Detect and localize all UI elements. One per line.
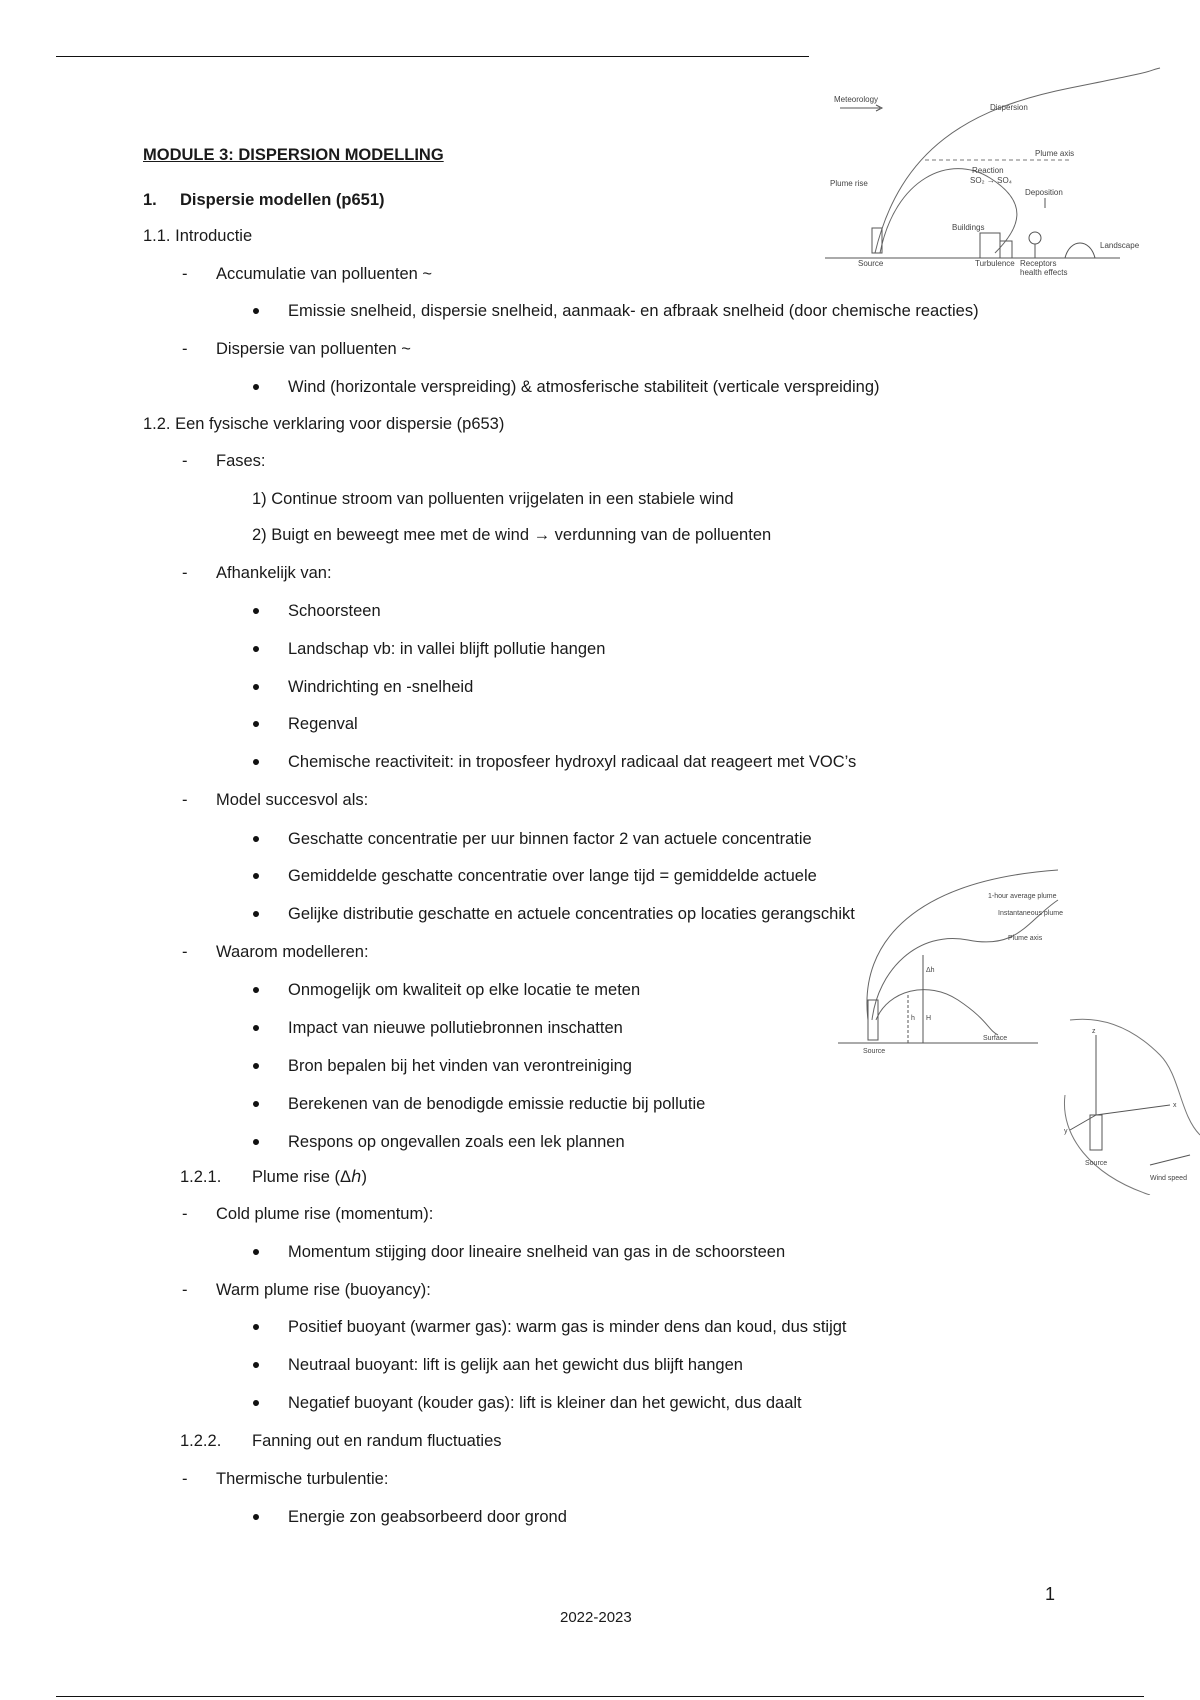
- page-number: 1: [1045, 1584, 1056, 1604]
- label-plume-axis: Plume axis: [1035, 149, 1075, 158]
- label-z: z: [1092, 1028, 1096, 1035]
- thermisch-bullet: Energie zon geabsorbeerd door grond: [288, 1508, 567, 1526]
- label-dispersion: Dispersion: [990, 103, 1028, 112]
- bullet: [253, 1063, 259, 1069]
- model-bullet: Gemiddelde geschatte concentratie over lange tijd = gemiddelde actuele: [288, 867, 817, 885]
- waarom-item: Waarom modelleren:: [216, 943, 369, 961]
- dispersie-item: Dispersie van polluenten ~: [216, 340, 411, 358]
- plume-geometry-diagram: [838, 860, 1078, 1060]
- waarom-bullet: Onmogelijk om kwaliteit op elke locatie te meten: [288, 981, 641, 999]
- label-wind-speed: Wind speed: [1150, 1175, 1187, 1182]
- dash-marker: -: [182, 1281, 188, 1299]
- fases-item: Fases:: [216, 452, 266, 470]
- label-y: y: [1064, 1128, 1068, 1135]
- label-mid-plume-axis: Plume axis: [1008, 935, 1043, 942]
- waarom-bullet: Berekenen van de benodigde emissie reductie bij pollutie: [288, 1095, 706, 1113]
- footer-rule: [56, 1696, 1144, 1697]
- section-1-number: 1.: [143, 191, 157, 209]
- afhankelijk-bullet: Landschap vb: in vallei blijft pollutie hangen: [288, 640, 606, 658]
- waarom-bullet: Respons op ongevallen zoals een lek plannen: [288, 1133, 625, 1151]
- section-1-2-2-number: 1.2.2.: [180, 1432, 222, 1450]
- dispersion-processes-diagram: [820, 58, 1170, 278]
- label-h: h: [911, 1015, 915, 1022]
- bullet: [253, 987, 259, 993]
- warm-plume-item: Warm plume rise (buoyancy):: [216, 1281, 431, 1299]
- accumulatie-bullet: Emissie snelheid, dispersie snelheid, aanmaak- en afbraak snelheid (door chemische reacties): [288, 302, 979, 320]
- label-receptors: Receptors: [1020, 259, 1057, 268]
- label-landscape: Landscape: [1100, 241, 1140, 250]
- bullet: [253, 684, 259, 690]
- label-dh: Δh: [926, 967, 935, 974]
- bullet: [253, 1025, 259, 1031]
- waarom-bullet: Impact van nieuwe pollutiebronnen inschatten: [288, 1019, 623, 1037]
- dash-marker: -: [182, 265, 188, 283]
- fase-2: 2) Buigt en beweegt mee met de wind → verdunning van de polluenten: [252, 526, 772, 544]
- waarom-bullet: Bron bepalen bij het vinden van verontreiniging: [288, 1057, 632, 1075]
- module-title: MODULE 3: DISPERSION MODELLING: [143, 146, 444, 164]
- label-turbulence: Turbulence: [975, 259, 1015, 268]
- dash-marker: -: [182, 340, 188, 358]
- label-reaction-formula: SO₂ → SO₄: [970, 176, 1012, 185]
- bullet: [253, 1249, 259, 1255]
- label-mid-source: Source: [863, 1048, 886, 1055]
- bullet: [253, 646, 259, 652]
- thermisch-item: Thermische turbulentie:: [216, 1470, 389, 1488]
- cold-plume-bullet: Momentum stijging door lineaire snelheid van gas in de schoorsteen: [288, 1243, 786, 1261]
- bullet: [253, 308, 259, 314]
- label-source: Source: [858, 259, 884, 268]
- bullet: [253, 608, 259, 614]
- section-1-1-heading: 1.1. Introductie: [143, 227, 253, 245]
- dash-marker: -: [182, 943, 188, 961]
- model-item: Model succesvol als:: [216, 791, 369, 809]
- warm-plume-bullet: Neutraal buoyant: lift is gelijk aan het gewicht dus blijft hangen: [288, 1356, 743, 1374]
- bullet: [253, 759, 259, 765]
- label-x: x: [1173, 1102, 1177, 1109]
- label-plume-rise: Plume rise: [830, 179, 868, 188]
- dispersie-bullet: Wind (horizontale verspreiding) & atmosferische stabiliteit (verticale verspreiding): [288, 378, 880, 396]
- bullet: [253, 1324, 259, 1330]
- model-bullet: Geschatte concentratie per uur binnen factor 2 van actuele concentratie: [288, 830, 812, 848]
- warm-plume-bullet: Negatief buoyant (kouder gas): lift is kleiner dan het gewicht, dus daalt: [288, 1394, 802, 1412]
- bullet: [253, 836, 259, 842]
- label-instantaneous-plume: Instantaneous plume: [998, 910, 1063, 917]
- afhankelijk-bullet: Regenval: [288, 715, 358, 733]
- bullet: [253, 1139, 259, 1145]
- section-1-2-heading: 1.2. Een fysische verklaring voor dispersie (p653): [143, 415, 505, 433]
- dash-marker: -: [182, 791, 188, 809]
- section-1-title: Dispersie modellen (p651): [180, 191, 385, 209]
- label-health-effects: health effects: [1020, 268, 1068, 277]
- bullet: [253, 1514, 259, 1520]
- section-1-2-1-number: 1.2.1.: [180, 1168, 222, 1186]
- label-bottom-source: Source: [1085, 1160, 1108, 1167]
- dash-marker: -: [182, 452, 188, 470]
- label-deposition: Deposition: [1025, 188, 1063, 197]
- label-reaction: Reaction: [972, 166, 1004, 175]
- label-meteorology: Meteorology: [834, 95, 879, 104]
- bullet: [253, 1362, 259, 1368]
- section-1-2-1-title: Plume rise (Δℎ): [252, 1168, 367, 1186]
- afhankelijk-bullet: Chemische reactiviteit: in troposfeer hydroxyl radicaal dat reageert met VOC’s: [288, 753, 857, 771]
- label-1h-avg-plume: 1-hour average plume: [988, 893, 1057, 900]
- bullet: [253, 1101, 259, 1107]
- label-surface: Surface: [983, 1035, 1008, 1042]
- bullet: [253, 721, 259, 727]
- label-buildings: Buildings: [952, 223, 985, 232]
- bullet: [253, 873, 259, 879]
- dash-marker: -: [182, 564, 188, 582]
- bullet: [253, 911, 259, 917]
- dash-marker: -: [182, 1205, 188, 1223]
- afhankelijk-bullet: Schoorsteen: [288, 602, 381, 620]
- bullet: [253, 384, 259, 390]
- coordinate-system-diagram: [1050, 1015, 1200, 1195]
- model-bullet: Gelijke distributie geschatte en actuele concentraties op locaties gerangschikt: [288, 905, 855, 923]
- fase-1: 1) Continue stroom van polluenten vrijgelaten in een stabiele wind: [252, 490, 734, 508]
- warm-plume-bullet: Positief buoyant (warmer gas): warm gas is minder dens dan koud, dus stijgt: [288, 1318, 847, 1336]
- section-1-2-2-title: Fanning out en randum fluctuaties: [252, 1432, 502, 1450]
- bullet: [253, 1400, 259, 1406]
- afhankelijk-bullet: Windrichting en -snelheid: [288, 678, 474, 696]
- header-rule: [56, 56, 809, 57]
- label-H: H: [926, 1015, 932, 1022]
- cold-plume-item: Cold plume rise (momentum):: [216, 1205, 434, 1223]
- accumulatie-item: Accumulatie van polluenten ~: [216, 265, 433, 283]
- footer-year: 2022-2023: [560, 1609, 632, 1626]
- afhankelijk-item: Afhankelijk van:: [216, 564, 332, 582]
- dash-marker: -: [182, 1470, 188, 1488]
